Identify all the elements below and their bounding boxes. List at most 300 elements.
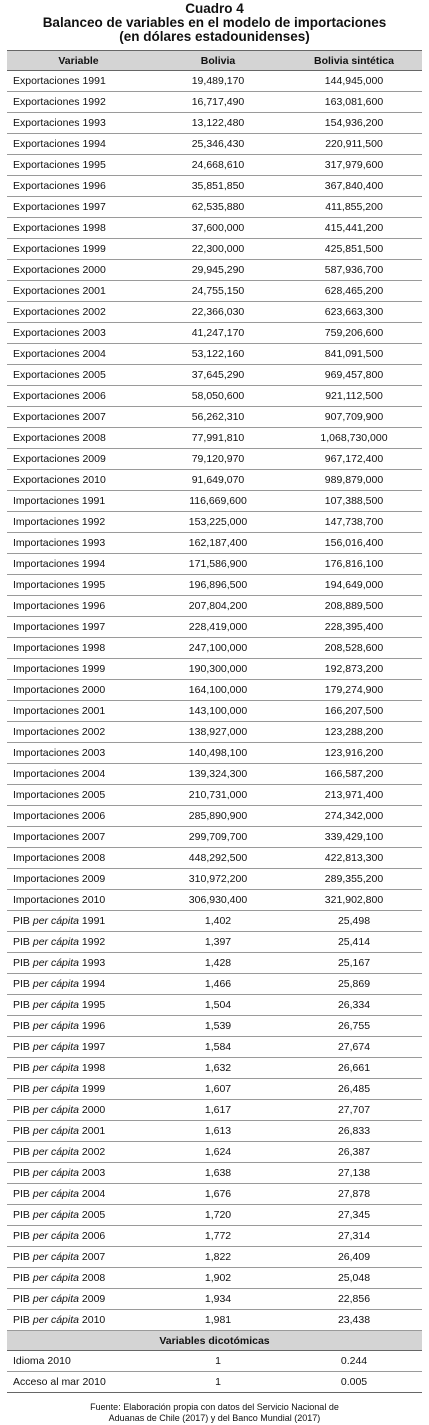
table-row <box>7 218 422 239</box>
row-label <box>7 1142 150 1163</box>
table-row <box>7 113 422 134</box>
row-label-year: 2004 <box>81 768 106 780</box>
row-label-prefix: Importaciones <box>13 558 79 570</box>
row-label-year: 2005 <box>81 1209 106 1221</box>
bolivia-value: 299,709,700 <box>150 827 286 848</box>
table-row <box>7 1142 422 1163</box>
bolivia-value: 37,600,000 <box>150 218 286 239</box>
row-label-italic: per cápita <box>32 1146 79 1158</box>
row-label <box>7 281 150 302</box>
row-label <box>7 596 150 617</box>
row-label-prefix: PIB <box>13 915 30 927</box>
row-label: Acceso al mar 2010 <box>7 1372 150 1393</box>
row-label-prefix: Importaciones <box>13 873 79 885</box>
row-label: Idioma 2010 <box>7 1351 150 1372</box>
row-label-year: 2010 <box>81 1314 106 1326</box>
row-label-prefix: Exportaciones <box>13 369 80 381</box>
table-row <box>7 344 422 365</box>
row-label-prefix: PIB <box>13 1146 30 1158</box>
row-label-year: 1999 <box>81 663 106 675</box>
row-label <box>7 806 150 827</box>
bolivia-value: 1,822 <box>150 1247 286 1268</box>
table-row <box>7 995 422 1016</box>
sintetica-value: 27,674 <box>286 1037 422 1058</box>
table-row <box>7 680 422 701</box>
table-row <box>7 512 422 533</box>
row-label-year: 2008 <box>81 852 106 864</box>
sintetica-value: 163,081,600 <box>286 92 422 113</box>
row-label-prefix: Exportaciones <box>13 453 80 465</box>
table-row <box>7 1016 422 1037</box>
table-row <box>7 764 422 785</box>
table-row <box>7 743 422 764</box>
bolivia-value: 22,300,000 <box>150 239 286 260</box>
row-label <box>7 1121 150 1142</box>
sintetica-value: 23,438 <box>286 1310 422 1331</box>
row-label-prefix: Importaciones <box>13 684 79 696</box>
row-label-year: 2001 <box>81 1125 106 1137</box>
table-row <box>7 365 422 386</box>
bolivia-value: 62,535,880 <box>150 197 286 218</box>
bolivia-value: 1 <box>150 1351 286 1372</box>
bolivia-value: 162,187,400 <box>150 533 286 554</box>
row-label-year: 2002 <box>81 726 106 738</box>
row-label <box>7 1037 150 1058</box>
bolivia-value: 171,586,900 <box>150 554 286 575</box>
sintetica-value: 27,138 <box>286 1163 422 1184</box>
sintetica-value: 27,878 <box>286 1184 422 1205</box>
row-label <box>7 1100 150 1121</box>
row-label-prefix: Importaciones <box>13 726 79 738</box>
row-label <box>7 974 150 995</box>
sintetica-value: 154,936,200 <box>286 113 422 134</box>
bolivia-value: 190,300,000 <box>150 659 286 680</box>
sintetica-value: 967,172,400 <box>286 449 422 470</box>
sintetica-value: 989,879,000 <box>286 470 422 491</box>
row-label-year: 1997 <box>81 621 106 633</box>
row-label <box>7 953 150 974</box>
bolivia-value: 1,584 <box>150 1037 286 1058</box>
row-label-year: 1993 <box>81 537 106 549</box>
bolivia-value: 25,346,430 <box>150 134 286 155</box>
row-label <box>7 323 150 344</box>
table-row <box>7 176 422 197</box>
sintetica-value: 921,112,500 <box>286 386 422 407</box>
row-label-year: 2005 <box>81 789 106 801</box>
row-label-year: 2002 <box>81 1146 106 1158</box>
table-row <box>7 974 422 995</box>
table-row <box>7 1121 422 1142</box>
sintetica-value: 321,902,800 <box>286 890 422 911</box>
row-label <box>7 785 150 806</box>
row-label-prefix: Exportaciones <box>13 285 80 297</box>
row-label-prefix: Exportaciones <box>13 96 80 108</box>
table-row <box>7 1372 422 1393</box>
table-row <box>7 1079 422 1100</box>
bolivia-value: 306,930,400 <box>150 890 286 911</box>
row-label-italic: per cápita <box>32 1062 79 1074</box>
row-label-italic: per cápita <box>32 1293 79 1305</box>
sintetica-value: 213,971,400 <box>286 785 422 806</box>
row-label <box>7 1289 150 1310</box>
row-label-year: 2000 <box>81 684 106 696</box>
sintetica-value: 623,663,300 <box>286 302 422 323</box>
sintetica-value: 367,840,400 <box>286 176 422 197</box>
bolivia-value: 29,945,290 <box>150 260 286 281</box>
row-label-year: 1995 <box>81 579 106 591</box>
row-label-prefix: PIB <box>13 1062 30 1074</box>
row-label-italic: per cápita <box>32 1041 79 1053</box>
sintetica-value: 0.005 <box>286 1372 422 1393</box>
row-label-year: 1996 <box>82 180 106 192</box>
row-label-prefix: Exportaciones <box>13 306 80 318</box>
row-label-year: 2005 <box>82 369 106 381</box>
table-row <box>7 428 422 449</box>
bolivia-value: 24,668,610 <box>150 155 286 176</box>
table-row <box>7 260 422 281</box>
table-row <box>7 701 422 722</box>
bolivia-value: 196,896,500 <box>150 575 286 596</box>
table-row <box>7 155 422 176</box>
sintetica-value: 339,429,100 <box>286 827 422 848</box>
row-label <box>7 617 150 638</box>
row-label-italic: per cápita <box>32 936 79 948</box>
row-label <box>7 1058 150 1079</box>
table-number: Cuadro 4 <box>185 1 244 16</box>
bolivia-value: 116,669,600 <box>150 491 286 512</box>
table-row <box>7 617 422 638</box>
row-label <box>7 1079 150 1100</box>
bolivia-value: 1,397 <box>150 932 286 953</box>
bolivia-value: 153,225,000 <box>150 512 286 533</box>
row-label-prefix: Exportaciones <box>13 411 80 423</box>
row-label <box>7 995 150 1016</box>
row-label <box>7 533 150 554</box>
bolivia-value: 1,981 <box>150 1310 286 1331</box>
row-label-prefix: Exportaciones <box>13 180 80 192</box>
row-label <box>7 407 150 428</box>
sintetica-value: 144,945,000 <box>286 71 422 92</box>
footnote <box>0 1402 429 1424</box>
row-label <box>7 512 150 533</box>
table-row <box>7 134 422 155</box>
table-row <box>7 92 422 113</box>
table-row <box>7 932 422 953</box>
table-row <box>7 302 422 323</box>
row-label <box>7 722 150 743</box>
row-label-year: 2006 <box>81 810 106 822</box>
row-label <box>7 1226 150 1247</box>
bolivia-value: 228,419,000 <box>150 617 286 638</box>
row-label-prefix: PIB <box>13 999 30 1011</box>
row-label-year: 2003 <box>81 1167 106 1179</box>
row-label-year: 2010 <box>82 474 106 486</box>
row-label <box>7 827 150 848</box>
table-row <box>7 1100 422 1121</box>
table-row <box>7 1058 422 1079</box>
header-variable: Variable <box>7 51 150 71</box>
row-label-italic: per cápita <box>32 1020 79 1032</box>
row-label-year: 1998 <box>82 222 106 234</box>
sintetica-value: 22,856 <box>286 1289 422 1310</box>
bolivia-value: 41,247,170 <box>150 323 286 344</box>
row-label-prefix: Exportaciones <box>13 222 80 234</box>
row-label <box>7 176 150 197</box>
sintetica-value: 26,334 <box>286 995 422 1016</box>
bolivia-value: 207,804,200 <box>150 596 286 617</box>
row-label <box>7 260 150 281</box>
bolivia-value: 1 <box>150 1372 286 1393</box>
row-label-prefix: Exportaciones <box>13 474 80 486</box>
bolivia-value: 1,934 <box>150 1289 286 1310</box>
row-label-year: 1996 <box>81 600 106 612</box>
table-row <box>7 1310 422 1331</box>
row-label-prefix: PIB <box>13 1251 30 1263</box>
row-label-italic: per cápita <box>32 1314 79 1326</box>
row-label <box>7 449 150 470</box>
sintetica-value: 27,314 <box>286 1226 422 1247</box>
table-title <box>0 2 429 44</box>
row-label-italic: per cápita <box>32 1167 79 1179</box>
header-bolivia: Bolivia <box>150 51 286 71</box>
row-label-year: 1991 <box>82 75 106 87</box>
row-label-year: 1991 <box>81 915 106 927</box>
row-label-year: 2003 <box>82 327 106 339</box>
bolivia-value: 53,122,160 <box>150 344 286 365</box>
row-label-year: 1998 <box>81 642 106 654</box>
row-label-year: 1991 <box>81 495 106 507</box>
bolivia-value: 37,645,290 <box>150 365 286 386</box>
row-label <box>7 1163 150 1184</box>
row-label <box>7 1205 150 1226</box>
sintetica-value: 1,068,730,000 <box>286 428 422 449</box>
bolivia-value: 1,613 <box>150 1121 286 1142</box>
sintetica-value: 274,342,000 <box>286 806 422 827</box>
row-label <box>7 134 150 155</box>
row-label-year: 2009 <box>81 873 106 885</box>
table-row <box>7 827 422 848</box>
row-label-prefix: Importaciones <box>13 495 79 507</box>
sintetica-value: 26,661 <box>286 1058 422 1079</box>
row-label-prefix: Exportaciones <box>13 348 80 360</box>
row-label <box>7 344 150 365</box>
row-label-year: 1992 <box>81 936 106 948</box>
table-row <box>7 638 422 659</box>
bolivia-value: 285,890,900 <box>150 806 286 827</box>
row-label-prefix: Importaciones <box>13 537 79 549</box>
row-label-prefix: Exportaciones <box>13 159 80 171</box>
row-label <box>7 218 150 239</box>
row-label-prefix: PIB <box>13 1104 30 1116</box>
row-label-prefix: Importaciones <box>13 789 79 801</box>
sintetica-value: 156,016,400 <box>286 533 422 554</box>
table-row <box>7 386 422 407</box>
row-label <box>7 470 150 491</box>
sintetica-value: 25,498 <box>286 911 422 932</box>
row-label-year: 2006 <box>81 1230 106 1242</box>
table-row <box>7 1289 422 1310</box>
row-label <box>7 239 150 260</box>
row-label-prefix: Importaciones <box>13 600 79 612</box>
row-label <box>7 302 150 323</box>
table-units: (en dólares estadounidenses) <box>119 29 310 44</box>
row-label <box>7 911 150 932</box>
row-label-prefix: PIB <box>13 1167 30 1179</box>
bolivia-value: 164,100,000 <box>150 680 286 701</box>
sintetica-value: 25,414 <box>286 932 422 953</box>
table-row <box>7 659 422 680</box>
row-label-year: 2008 <box>81 1272 106 1284</box>
row-label <box>7 197 150 218</box>
row-label-year: 2006 <box>82 390 106 402</box>
row-label-prefix: Exportaciones <box>13 138 80 150</box>
bolivia-value: 1,607 <box>150 1079 286 1100</box>
table-row <box>7 869 422 890</box>
header-bolivia-sintetica: Bolivia sintética <box>286 51 422 71</box>
row-label-year: 1997 <box>81 1041 106 1053</box>
bolivia-value: 310,972,200 <box>150 869 286 890</box>
row-label-prefix: Importaciones <box>13 894 79 906</box>
sintetica-value: 166,207,500 <box>286 701 422 722</box>
table-row <box>7 848 422 869</box>
bolivia-value: 79,120,970 <box>150 449 286 470</box>
balance-table <box>7 50 422 1393</box>
row-label-prefix: PIB <box>13 1188 30 1200</box>
row-label <box>7 932 150 953</box>
row-label-prefix: Importaciones <box>13 621 79 633</box>
bolivia-value: 1,504 <box>150 995 286 1016</box>
row-label-prefix: Importaciones <box>13 642 79 654</box>
row-label-year: 1999 <box>82 243 106 255</box>
sintetica-value: 176,816,100 <box>286 554 422 575</box>
row-label-prefix: PIB <box>13 1209 30 1221</box>
sintetica-value: 192,873,200 <box>286 659 422 680</box>
bolivia-value: 140,498,100 <box>150 743 286 764</box>
row-label-prefix: Exportaciones <box>13 264 80 276</box>
table-row <box>7 1184 422 1205</box>
row-label-year: 1992 <box>81 516 106 528</box>
table-row <box>7 1037 422 1058</box>
row-label-year: 1997 <box>82 201 106 213</box>
row-label-italic: per cápita <box>32 1125 79 1137</box>
row-label-prefix: PIB <box>13 1293 30 1305</box>
row-label-prefix: Importaciones <box>13 747 79 759</box>
row-label <box>7 365 150 386</box>
row-label-year: 1993 <box>82 117 106 129</box>
table-row <box>7 1268 422 1289</box>
row-label <box>7 554 150 575</box>
row-label <box>7 1016 150 1037</box>
row-label <box>7 155 150 176</box>
bolivia-value: 1,720 <box>150 1205 286 1226</box>
sintetica-value: 26,833 <box>286 1121 422 1142</box>
table-row <box>7 596 422 617</box>
row-label <box>7 575 150 596</box>
row-label-year: 2010 <box>81 894 106 906</box>
row-label-year: 2001 <box>81 705 106 717</box>
bolivia-value: 58,050,600 <box>150 386 286 407</box>
row-label-italic: per cápita <box>32 1209 79 1221</box>
row-label-year: 2009 <box>82 453 106 465</box>
row-label-prefix: Exportaciones <box>13 75 80 87</box>
row-label-prefix: Importaciones <box>13 810 79 822</box>
bolivia-value: 22,366,030 <box>150 302 286 323</box>
row-label <box>7 428 150 449</box>
row-label-year: 2008 <box>82 432 106 444</box>
sintetica-value: 425,851,500 <box>286 239 422 260</box>
table-row <box>7 470 422 491</box>
row-label <box>7 1184 150 1205</box>
row-label-year: 2004 <box>81 1188 106 1200</box>
sintetica-value: 969,457,800 <box>286 365 422 386</box>
row-label-italic: per cápita <box>32 1104 79 1116</box>
row-label-year: 2000 <box>82 264 106 276</box>
row-label-prefix: PIB <box>13 1020 30 1032</box>
table-row <box>7 785 422 806</box>
row-label-italic: per cápita <box>32 1251 79 1263</box>
sintetica-value: 841,091,500 <box>286 344 422 365</box>
sintetica-value: 166,587,200 <box>286 764 422 785</box>
table-row <box>7 890 422 911</box>
bolivia-value: 1,402 <box>150 911 286 932</box>
row-label <box>7 386 150 407</box>
table-row <box>7 1226 422 1247</box>
table-body <box>7 71 422 1393</box>
row-label-year: 2007 <box>81 831 106 843</box>
sintetica-value: 208,528,600 <box>286 638 422 659</box>
bolivia-value: 77,991,810 <box>150 428 286 449</box>
section-header-row <box>7 1331 422 1351</box>
row-label <box>7 71 150 92</box>
table-row <box>7 575 422 596</box>
row-label-prefix: Importaciones <box>13 831 79 843</box>
bolivia-value: 1,466 <box>150 974 286 995</box>
bolivia-value: 1,772 <box>150 1226 286 1247</box>
header-row <box>7 51 422 71</box>
row-label-italic: per cápita <box>32 1083 79 1095</box>
bolivia-value: 35,851,850 <box>150 176 286 197</box>
table-row <box>7 953 422 974</box>
footnote-line-2: Aduanas de Chile (2017) y del Banco Mundial (2017) <box>108 1413 321 1423</box>
row-label-year: 1995 <box>82 159 106 171</box>
row-label-italic: per cápita <box>32 1188 79 1200</box>
sintetica-value: 194,649,000 <box>286 575 422 596</box>
row-label-prefix: Exportaciones <box>13 327 80 339</box>
footnote-line-1: Fuente: Elaboración propia con datos del Servicio Nacional de <box>90 1402 339 1412</box>
row-label-year: 2000 <box>81 1104 106 1116</box>
sintetica-value: 415,441,200 <box>286 218 422 239</box>
row-label-year: 2009 <box>81 1293 106 1305</box>
row-label <box>7 869 150 890</box>
section-header-dicotomicas: Variables dicotómicas <box>7 1331 422 1351</box>
bolivia-value: 143,100,000 <box>150 701 286 722</box>
sintetica-value: 26,755 <box>286 1016 422 1037</box>
sintetica-value: 123,288,200 <box>286 722 422 743</box>
sintetica-value: 228,395,400 <box>286 617 422 638</box>
row-label-prefix: Importaciones <box>13 579 79 591</box>
table-row <box>7 911 422 932</box>
table-row <box>7 323 422 344</box>
row-label-prefix: Exportaciones <box>13 243 80 255</box>
row-label-year: 2004 <box>82 348 106 360</box>
row-label-prefix: Importaciones <box>13 705 79 717</box>
table-row <box>7 281 422 302</box>
row-label-prefix: Importaciones <box>13 663 79 675</box>
bolivia-value: 1,676 <box>150 1184 286 1205</box>
row-label-prefix: Exportaciones <box>13 201 80 213</box>
sintetica-value: 628,465,200 <box>286 281 422 302</box>
table-row <box>7 533 422 554</box>
